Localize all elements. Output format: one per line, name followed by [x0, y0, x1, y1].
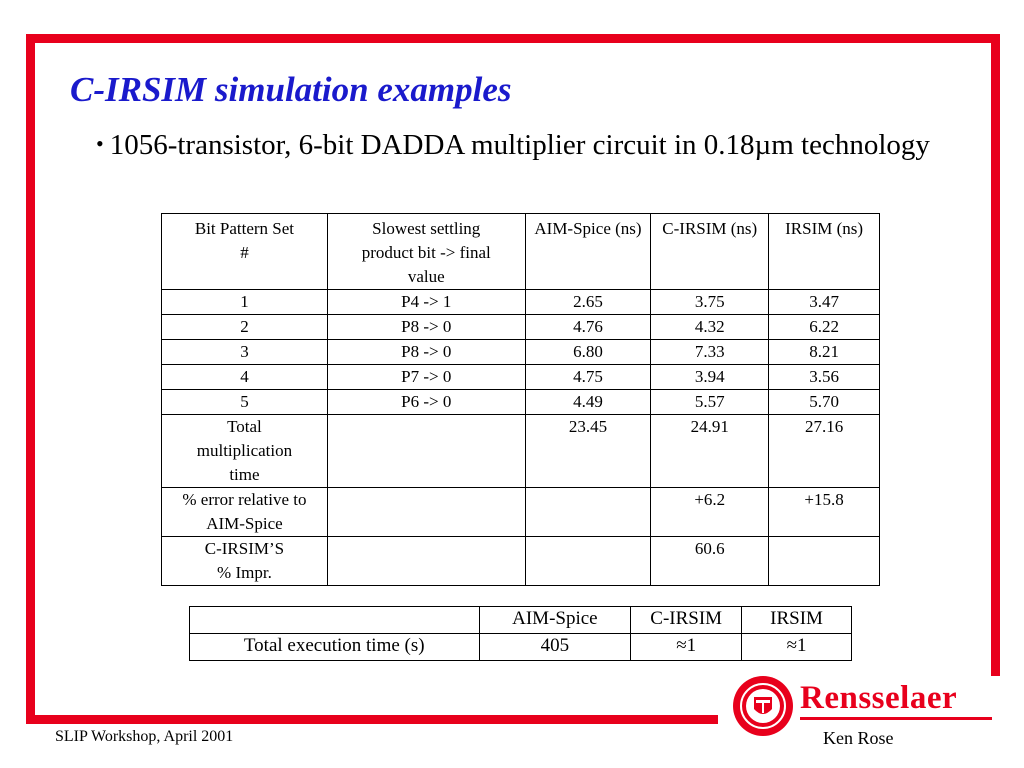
header-bit-pattern: Bit Pattern Set #	[162, 214, 328, 290]
footer-workshop: SLIP Workshop, April 2001	[55, 728, 234, 745]
header-irsim: IRSIM (ns)	[769, 214, 880, 290]
table-header-row: AIM-Spice C-IRSIM IRSIM	[190, 607, 852, 634]
table-row-error: % error relative to AIM-Spice +6.2 +15.8	[162, 488, 880, 537]
bullet-point	[96, 124, 976, 165]
slide-frame-right	[991, 34, 1000, 676]
rensselaer-logo-text: Rensselaer	[800, 680, 958, 716]
table-row: 3 P8 -> 0 6.80 7.33 8.21	[162, 340, 880, 365]
table-row-total: Total multiplication time 23.45 24.91 27.16	[162, 415, 880, 488]
slide-frame-bottom	[26, 715, 718, 724]
bullet-symbol: •	[96, 131, 104, 156]
table-row: Total execution time (s) 405 ≈1 ≈1	[190, 634, 852, 661]
footer-author: Ken Rose	[823, 728, 894, 748]
slide-frame-left	[26, 34, 35, 724]
table-row: 5 P6 -> 0 4.49 5.57 5.70	[162, 390, 880, 415]
rensselaer-seal-icon	[732, 675, 794, 737]
header-c-irsim: C-IRSIM (ns)	[651, 214, 769, 290]
simulation-results-table	[161, 213, 880, 586]
table-row: 1 P4 -> 1 2.65 3.75 3.47	[162, 290, 880, 315]
execution-time-table	[189, 606, 852, 661]
table-row: 4 P7 -> 0 4.75 3.94 3.56	[162, 365, 880, 390]
logo-underline	[800, 717, 992, 720]
table-row: 2 P8 -> 0 4.76 4.32 6.22	[162, 315, 880, 340]
slide-title: C-IRSIM simulation examples	[70, 70, 512, 109]
header-aim-spice: AIM-Spice (ns)	[525, 214, 651, 290]
header-slowest-settling: Slowest settling product bit -> final value	[327, 214, 525, 290]
bullet-text: 1056-transistor, 6-bit DADDA multiplier circuit in 0.18µm technology	[109, 129, 930, 161]
slide-frame-top	[26, 34, 1000, 43]
table-row-improvement: C-IRSIM’S % Impr. 60.6	[162, 537, 880, 586]
